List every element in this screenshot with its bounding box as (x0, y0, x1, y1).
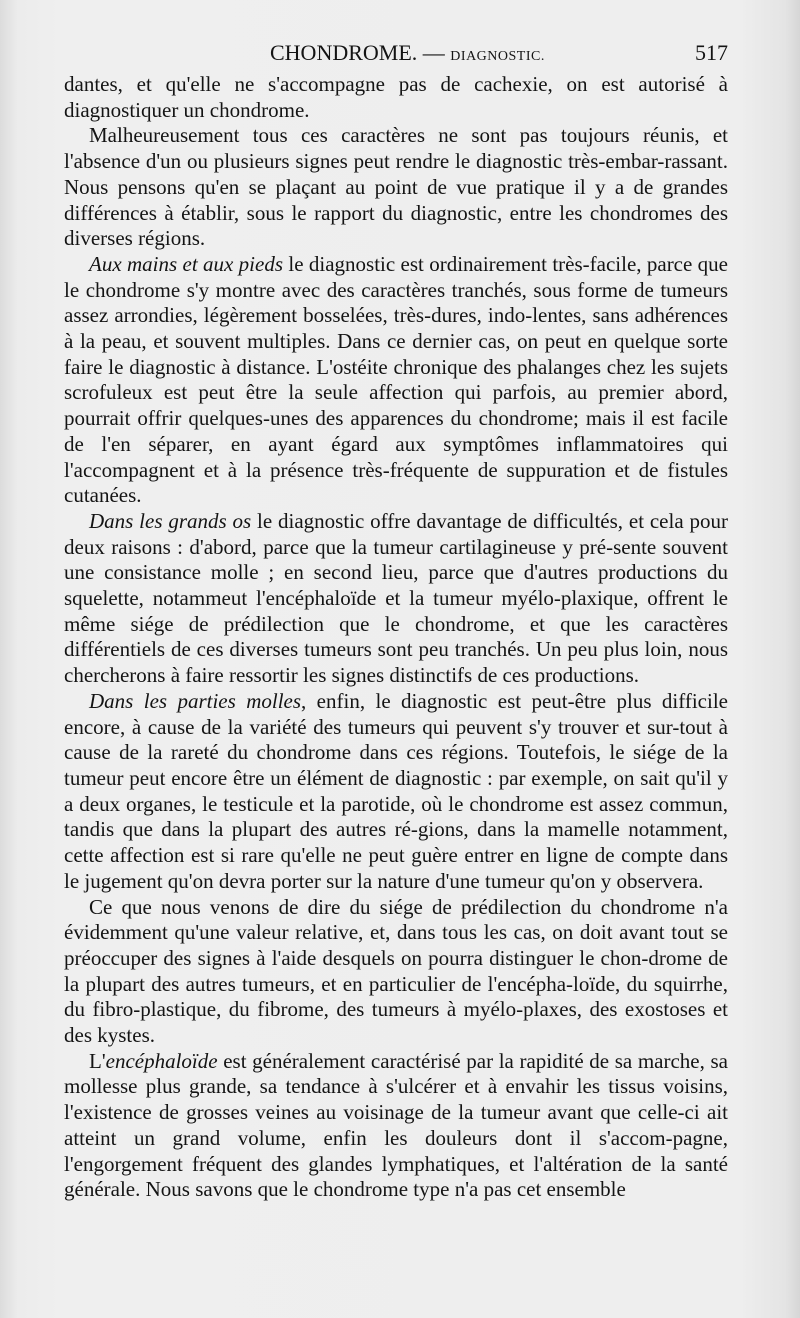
body-text (64, 72, 728, 1203)
running-title (270, 38, 545, 72)
page-number: 517 (695, 40, 728, 65)
paragraph-italic-lead: encéphaloïde (105, 1048, 218, 1073)
paragraph-italic-lead: Dans les parties molles (89, 688, 302, 713)
paragraph-text: est généralement caractérisé par la rapidité de sa marche, sa mollesse plus grande, sa tendance à s'ulcérer et à envahir les tissus voisins, l'existence de grosses veines au voisinage de la tumeur avant que celle-ci ait atteint un grand volume, enfin les douleurs dont il s'accom-pagne, l'engorgement fréquent des glandes lymphatiques, et l'altération de la santé générale. Nous savons que le chondrome type n'a pas cet ensemble (64, 1048, 728, 1202)
paragraph-text: le diagnostic est ordinairement très-facile, parce que le chondrome s'y montre avec des caractères tranchés, sous forme de tumeurs assez arrondies, légèrement bosselées, très-dures, indo-lentes, sans adhérences à la peau, et souvent multiples. Dans ce dernier cas, on peut en quelque sorte faire le diagnostic à distance. L'ostéite chronique des phalanges chez les sujets scrofuleux est peut être la seule affection qui parfois, au premier abord, pourrait offrir quelques-unes des apparences du chondrome; mais il est facile de l'en séparer, en ayant égard aux symptômes inflammatoires qui l'accompagnent et à la présence très-fréquente de suppuration et de fistules cutanées. (64, 251, 728, 508)
paragraph-text: , enfin, le diagnostic est peut-être plus difficile encore, à cause de la variété des tumeurs qui peuvent s'y trouver et sur-tout à cause de la rareté du chondrome dans ces régions. Toutefois, le siége de la tumeur peut encore être un élément de diagnostic : par exemple, on sait qu'il y a deux organes, le testicule et la parotide, où le chondrome est assez commun, tandis que dans la plupart des autres ré-gions, dans la mamelle notamment, cette affection est si rare qu'elle ne peut guère entrer en ligne de compte dans le jugement qu'on devra porter sur la nature d'une tumeur qu'on y observera. (64, 688, 728, 893)
paragraph-mains-pieds (64, 252, 728, 509)
paragraph-grands-os (64, 509, 728, 689)
paragraph-italic-lead: Dans les grands os (89, 508, 252, 533)
paragraph-continuation (64, 72, 728, 123)
running-title-section: DIAGNOSTIC. (450, 49, 545, 64)
paragraph-encephaloide (64, 1049, 728, 1203)
running-header (64, 38, 728, 68)
running-title-main: CHONDROME. (270, 40, 418, 65)
paragraph-siege-predilection (64, 895, 728, 1049)
paragraph-malheureusement (64, 123, 728, 252)
paragraph-lead-article: L' (89, 1048, 106, 1073)
paragraph-parties-molles (64, 689, 728, 895)
paragraph-italic-lead: Aux mains et aux pieds (89, 251, 284, 276)
paragraph-text: dantes, et qu'elle ne s'accompagne pas de cachexie, on est autorisé à diagnostiquer un chondrome. (64, 72, 728, 122)
running-title-dash: — (417, 40, 451, 65)
paragraph-text: le diagnostic offre davantage de difficultés, et cela pour deux raisons : d'abord, parce que la tumeur cartilagineuse y pré-sente souvent une consistance molle ; en second lieu, parce que d'autres productions du squelette, notammeut l'encéphaloïde et la tumeur myélo-plaxique, offrent le même siége de prédilection que le chondrome, et que les caractères différentiels de ces diverses tumeurs sont peu tranchés. Un peu plus loin, nous chercherons à faire ressortir les signes distinctifs de ces productions. (64, 508, 728, 688)
paragraph-text: Malheureusement tous ces caractères ne sont pas toujours réunis, et l'absence d'un ou plusieurs signes peut rendre le diagnostic très-embar-rassant. Nous pensons qu'en se plaçant au point de vue pratique il y a de grandes différences à établir, sous le rapport du diagnostic, entre les chondromes des diverses régions. (64, 123, 728, 251)
paragraph-text: Ce que nous venons de dire du siége de prédilection du chondrome n'a évidemment qu'une valeur relative, et, dans tous les cas, on doit avant tout se préoccuper des signes à l'aide desquels on pourra distinguer le chon-drome de la plupart des autres tumeurs, et en particulier de l'encépha-loïde, du squirrhe, du fibro-plastique, du fibrome, des tumeurs à myélo-plaxes, des exostoses et des kystes. (64, 894, 728, 1048)
